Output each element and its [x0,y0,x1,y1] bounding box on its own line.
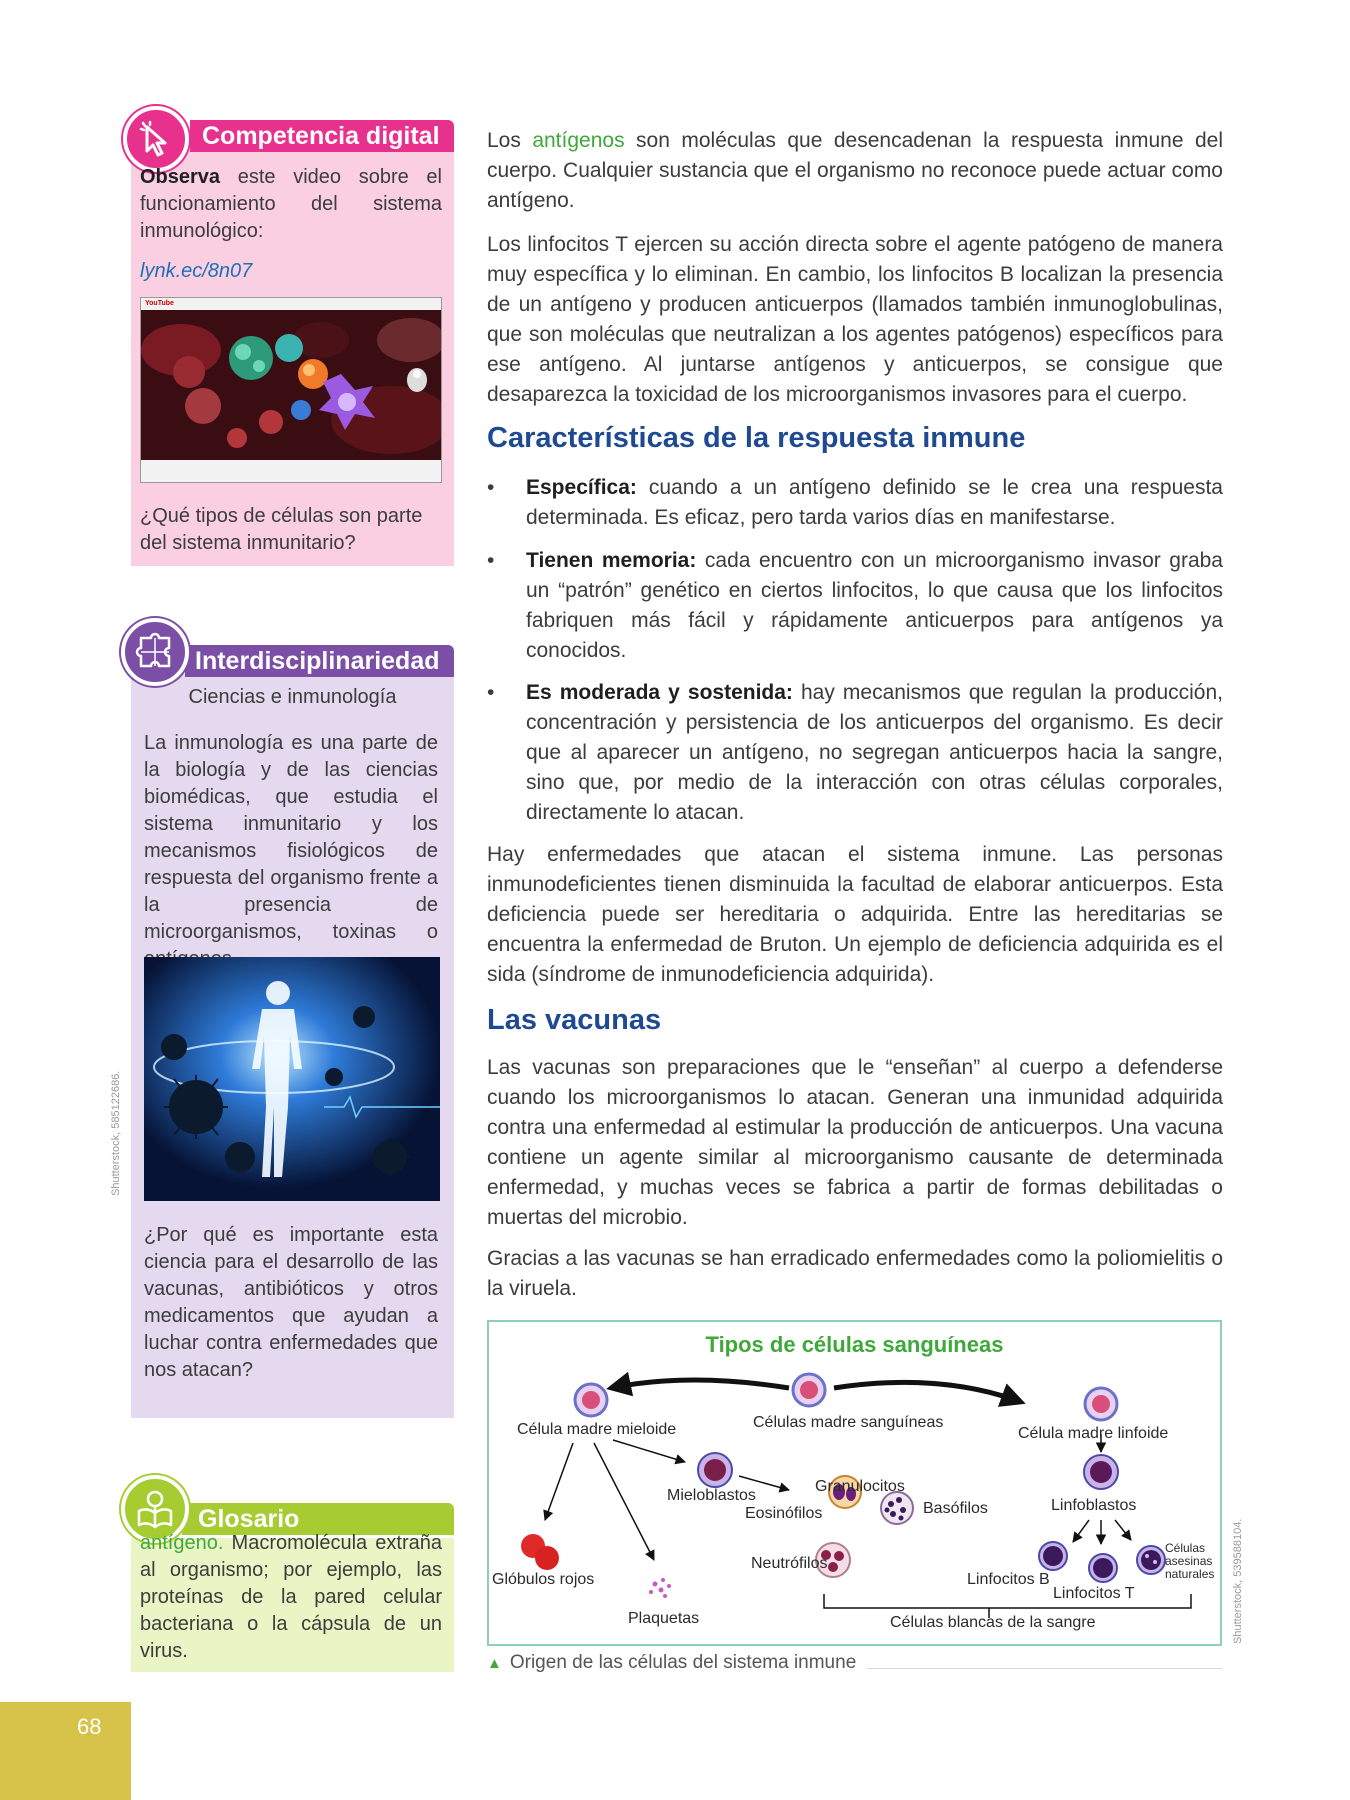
label-celulas-blancas: Células blancas de la sangre [890,1614,1096,1631]
glosario-entry [140,1530,442,1665]
competencia-text [140,164,442,245]
image-credit-2: Shutterstock, 539588104. [1232,1518,1244,1644]
bullet-term: Tienen memoria: [526,549,697,572]
bullet-text: cada encuentro con un microorganismo invasor graba un “patrón” genético en ciertos linfocitos, lo que causa que los linfocitos fabriquen más fácil y rápidamente anticuerpos para antígenos ya conocidos. [526,549,1223,662]
paragraph-vacunas: Las vacunas son preparaciones que le “enseñan” al cuerpo a defenderse cuando los microorganismos lo atacan. Generan una inmunidad adquirida contra una enfermedad al estimular la producción de anticuerpos. Una vacuna contiene un agente similar al microorganismo causante de determinada enfermedad, y muchas veces se fabrica a partir de formas debilitadas o muertas del microbio. [487,1056,1223,1229]
bullet-text: cuando a un antígeno definido se le crea una respuesta determinada. Es eficaz, pero tarda varios días en manifestarse. [526,476,1223,529]
label-neutrofilos: Neutrófilos [751,1555,828,1572]
bullet-marker: • [487,549,495,572]
label-globulos-rojos: Glóbulos rojos [492,1571,595,1588]
paragraph-antigenos [487,126,1223,216]
bullet-term: Específica: [526,476,637,499]
glosario-term: antígeno. [140,1532,224,1554]
cursor-click-icon [123,106,189,172]
heading-caracteristicas: Características de la respuesta inmune [487,422,1026,454]
bullet-text: hay mecanismos que regulan la producción, concentración y persistencia de los anticuerpos del organismo. Es decir que al aparecer un antígeno, no segregan anticuerpos hacia la sangre, sino que, por medio de la interacción con otras células corporales, directamente lo atacan. [526,681,1223,824]
caption-text: Origen de las células del sistema inmune [509,1652,857,1673]
competencia-question: ¿Qué tipos de células son parte del sistema inmunitario? [140,505,423,554]
bullet-marker: • [487,681,495,704]
immune-cells-illustration [141,310,442,462]
asesinas-line2: asesinas [1165,1554,1213,1568]
interdisciplinariedad-question: ¿Por qué es importante esta ciencia para el desarrollo de las vacunas, antibióticos y otros medicamentos que ayudan a luchar contra enfermedades que nos atacan? [144,1224,438,1381]
paragraph-erradicado: Gracias a las vacunas se han erradicado enfermedades como la poliomielitis o la viruela. [487,1247,1223,1300]
antigenos-term: antígenos [532,129,625,152]
observa-word: Observa [140,166,221,188]
p1-pre: Los [487,129,533,152]
label-asesinas-naturales [1165,1542,1214,1581]
label-linfocitos-t: Linfocitos T [1053,1585,1135,1602]
diagram-title: Tipos de células sanguíneas [705,1332,1004,1357]
paragraph-enfermedades: Hay enfermedades que atacan el sistema inmune. Las personas inmunodeficientes tienen disminuida la facultad de elaborar anticuerpos. Esta deficiencia puede ser hereditaria o adquirida. Entre las hereditarias se encuentra la enfermedad de Bruton. Un ejemplo de deficiencia adquirida es el sida (síndrome de inmunodeficiencia adquirida). [487,843,1223,986]
bullet-marker: • [487,476,495,499]
label-granulocitos: Granulocitos [815,1478,905,1495]
caption-rule [867,1668,1222,1669]
video-thumbnail[interactable] [140,297,442,483]
image-credit-1: Shutterstock, 585122686. [110,1070,122,1196]
puzzle-icon [121,618,189,686]
bullet-moderada [487,678,1223,828]
page-number-tab [0,1702,131,1800]
label-madre-mieloide: Célula madre mieloide [517,1421,677,1438]
asesinas-line3: naturales [1165,1567,1215,1581]
interdisciplinariedad-body: La inmunología es una parte de la biología y de las ciencias biomédicas, que estudia el sistema inmunitario y los mecanismos fisiológicos de respuesta del organismo frente a la presencia de microorganismos, toxinas o [144,732,438,943]
p1-post: son moléculas que desencadenan la respuesta inmune del cuerpo. Cualquier sustancia que el organismo no reconoce puede actuar como antígeno. [487,129,1223,212]
bullet-especifica [487,473,1223,533]
competencia-digital-title: Competencia digital [190,120,454,152]
page-number: 68 [77,1714,102,1739]
label-plaquetas: Plaquetas [628,1610,700,1627]
video-top-bar [141,298,441,310]
bullet-term: Es moderada y sostenida: [526,681,793,704]
immune-system-image [144,957,440,1201]
competencia-body: este video sobre el funcionamiento del sistema inmunológico: [140,166,442,242]
caption-triangle-icon: ▲ [487,1655,502,1672]
label-linfocitos-b: Linfocitos B [967,1571,1050,1588]
asesinas-line1: Células [1165,1541,1206,1555]
glosario-definition: Macromolécula extraña al organismo; por ejemplo, las proteínas de la pared celular bacteriana o la cápsula de un virus. [140,1532,442,1662]
video-link[interactable]: lynk.ec/8n07 [140,260,253,282]
label-madre-linfoide: Célula madre linfoide [1018,1425,1169,1442]
video-bottom-bar [141,460,441,482]
label-eosinofilos: Eosinófilos [745,1505,823,1522]
glosario-title: Glosario [182,1503,454,1535]
blood-cells-diagram [487,1320,1222,1646]
label-linfoblastos: Linfoblastos [1051,1497,1137,1514]
label-madre-sanguineas: Células madre sanguíneas [753,1414,944,1431]
bullet-memoria [487,546,1223,666]
label-basofilos: Basófilos [923,1500,988,1517]
paragraph-linfocitos: Los linfocitos T ejercen su acción directa sobre el agente patógeno de manera muy específica y lo eliminan. En cambio, los linfocitos B localizan la presencia de un antígeno y producen anticuerpos (llamados también inmunoglobulinas, que son moléculas que neutralizan a los agentes patógenos) específicos para ese antígeno. Al juntarse antígenos y anticuerpos, se consigue que desaparezca la toxicidad de los microorganismos invasores para el cuerpo. [487,233,1223,406]
youtube-logo: YouTube [145,300,174,307]
heading-vacunas: Las vacunas [487,1004,662,1036]
figure-caption [487,1652,856,1674]
interdisciplinariedad-title: Interdisciplinariedad [185,645,454,677]
label-mieloblastos: Mieloblastos [667,1487,756,1504]
interdisciplinariedad-subtitle: Ciencias e inmunología [188,686,397,708]
